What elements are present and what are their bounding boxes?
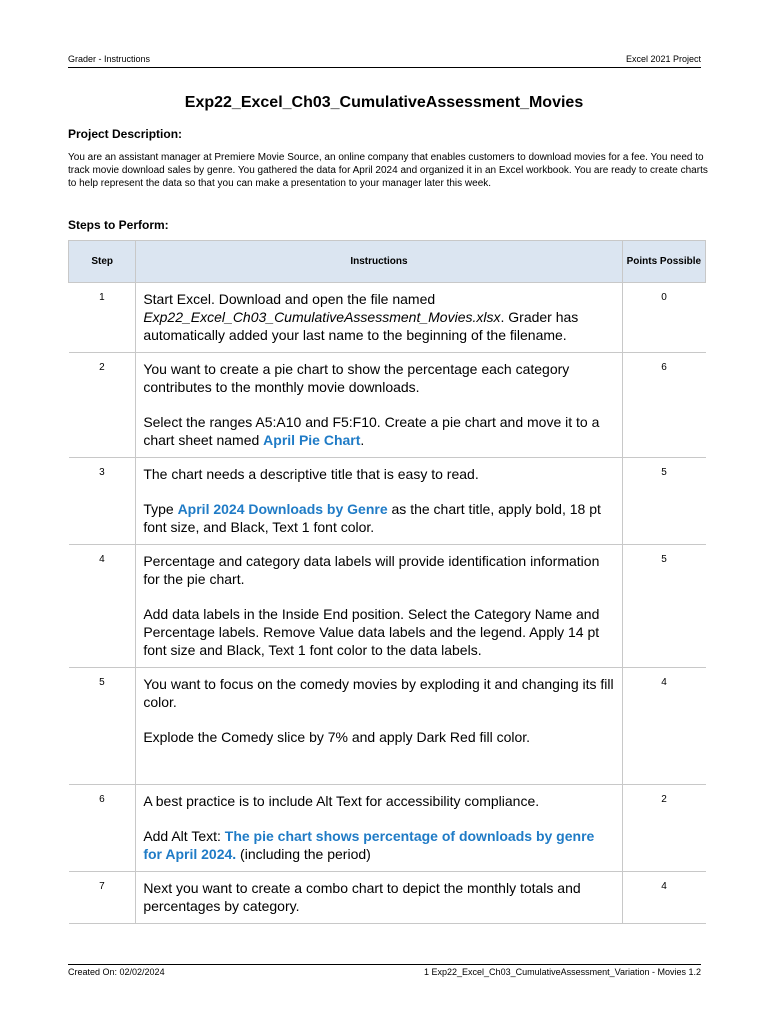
- table-row: [69, 785, 706, 872]
- step-number: 6: [69, 785, 136, 872]
- step-points: 0: [622, 283, 705, 353]
- step-points: 2: [622, 785, 705, 872]
- steps-table: [68, 240, 706, 924]
- table-row: [69, 545, 706, 668]
- project-description: You are an assistant manager at Premiere Movie Source, an online company that enables customers to download movies for a fee. You need to track movie download sales by genre. You gathered the data for April 2024 and organized it in an Excel workbook. You are ready to create charts to help represent the data so that you can make a presentation to your manager later this week.: [68, 152, 708, 189]
- step-points: 5: [622, 458, 705, 545]
- page-footer: [68, 964, 701, 977]
- footer-right: 1 Exp22_Excel_Ch03_CumulativeAssessment_Variation - Movies 1.2: [424, 967, 701, 977]
- step-points: 4: [622, 668, 705, 785]
- step-instructions: Percentage and category data labels will provide identification information for the pie chart. Add data labels in the Inside End position. Select the Category Name and Percentage labels. Remove Value data labels and the legend. Apply 14 pt font size and Black, Text 1 font color to the data labels.: [136, 545, 622, 668]
- table-header-row: [69, 241, 706, 283]
- document-title: Exp22_Excel_Ch03_CumulativeAssessment_Movies: [184, 94, 584, 111]
- step-number: 2: [69, 353, 136, 458]
- step-points: 6: [622, 353, 705, 458]
- instructions-column-header: Instructions: [136, 241, 622, 283]
- table-row: [69, 458, 706, 545]
- step-number: 1: [69, 283, 136, 353]
- steps-heading: Steps to Perform:: [68, 218, 169, 232]
- step-instructions: You want to create a pie chart to show the percentage each category contributes to the monthly movie downloads. Select the ranges A5:A10 and F5:F10. Create a pie chart and move it to a chart sheet named April Pie Chart.: [136, 353, 622, 458]
- page-header: [68, 54, 701, 68]
- step-points: 5: [622, 545, 705, 668]
- points-column-header: Points Possible: [622, 241, 705, 283]
- step-number: 4: [69, 545, 136, 668]
- header-right: Excel 2021 Project: [625, 54, 701, 64]
- step-number: 5: [69, 668, 136, 785]
- table-row: [69, 872, 706, 924]
- step-instructions: Start Excel. Download and open the file named Exp22_Excel_Ch03_CumulativeAssessment_Movies.xlsx. Grader has automatically added your last name to the beginning of the filename.: [136, 283, 622, 353]
- step-instructions: Next you want to create a combo chart to depict the monthly totals and percentages by category.: [136, 872, 622, 924]
- footer-left: Created On: 02/02/2024: [68, 967, 165, 977]
- highlight-text: April Pie Chart: [263, 432, 361, 448]
- step-points: 4: [622, 872, 705, 924]
- step-instructions: You want to focus on the comedy movies by exploding it and changing its fill color. Explode the Comedy slice by 7% and apply Dark Red fill color.: [136, 668, 622, 785]
- table-row: [69, 353, 706, 458]
- step-number: 7: [69, 872, 136, 924]
- step-instructions: The chart needs a descriptive title that is easy to read. Type April 2024 Downloads by Genre as the chart title, apply bold, 18 pt font size, and Black, Text 1 font color.: [136, 458, 622, 545]
- step-instructions: A best practice is to include Alt Text for accessibility compliance. Add Alt Text: The pie chart shows percentage of downloads by genre for April 2024. (including the period): [136, 785, 622, 872]
- file-name: Exp22_Excel_Ch03_CumulativeAssessment_Movies.xlsx: [143, 309, 501, 325]
- highlight-text: April 2024 Downloads by Genre: [177, 501, 388, 517]
- header-left: Grader - Instructions: [68, 54, 151, 64]
- table-row: [69, 283, 706, 353]
- step-column-header: Step: [69, 241, 136, 283]
- step-number: 3: [69, 458, 136, 545]
- highlight-text: The pie chart shows percentage of downloads by genre for April 2024.: [143, 828, 595, 862]
- table-row: [69, 668, 706, 785]
- project-description-heading: Project Description:: [68, 127, 183, 141]
